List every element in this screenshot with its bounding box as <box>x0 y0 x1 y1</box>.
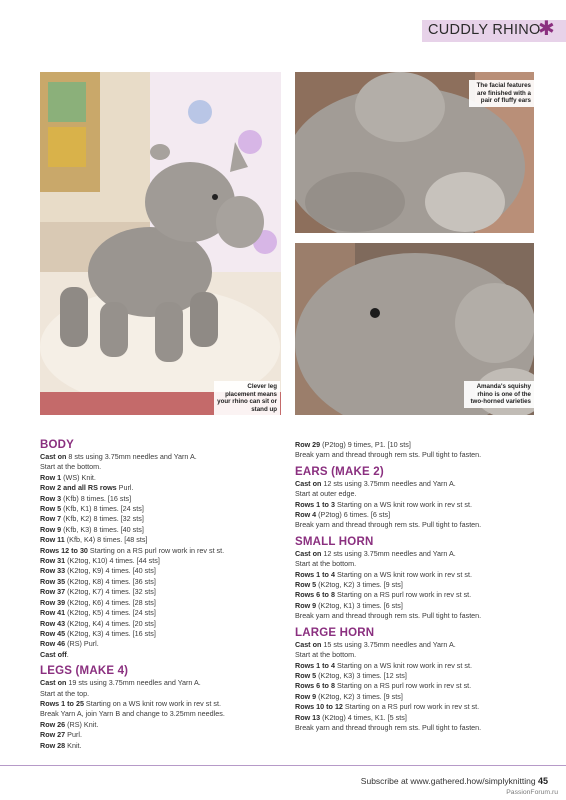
row-instruction: (K2tog, K3) 3 times. [12 sts] <box>316 670 407 680</box>
row-label: Cast on <box>295 478 322 488</box>
row-instruction: 19 sts using 3.75mm needles and Yarn A. <box>66 678 201 688</box>
row-instruction: (K2tog, K5) 4 times. [24 sts] <box>65 608 156 618</box>
row-label: Row 29 <box>295 440 321 449</box>
pattern-row <box>40 619 285 629</box>
row-label: Row 9 <box>295 600 317 610</box>
row-instruction: (K2tog, K6) 4 times. [28 sts] <box>65 597 156 607</box>
section-heading: LEGS (MAKE 4) <box>40 665 129 678</box>
row-instruction: (WS) Knit. <box>61 472 96 482</box>
section-heading: LARGE HORN <box>295 626 375 639</box>
row-label: Rows 1 to 4 <box>295 569 335 579</box>
row-instruction: (Kfb, K1) 8 times. [24 sts] <box>61 504 144 514</box>
pattern-row <box>295 489 545 499</box>
pattern-row <box>40 504 285 514</box>
row-label: Cast off <box>40 649 67 659</box>
row-instruction: (P2tog) 6 times. [6 sts] <box>316 510 391 520</box>
row-instruction: (K2tog, K2) 3 times. [9 sts] <box>316 691 403 701</box>
pattern-row <box>40 535 285 545</box>
row-label: Row 27 <box>40 730 66 740</box>
pattern-row <box>295 590 545 600</box>
section-heading: SMALL HORN <box>295 535 374 548</box>
pattern-row <box>40 699 285 709</box>
row-label: Row 39 <box>40 597 66 607</box>
row-label: Row 3 <box>40 493 62 503</box>
photo-caption-bottom: Amanda's squishy rhino is one of the two-horned varieties <box>464 381 534 408</box>
row-instruction: Starting on a WS knit row work in rev st st. <box>334 569 472 579</box>
row-label: Row 5 <box>295 670 317 680</box>
pattern-row <box>295 479 545 489</box>
row-label: Row 26 <box>40 719 66 729</box>
pattern-row <box>40 494 285 504</box>
row-instruction: (K2tog, K1) 3 times. [6 sts] <box>316 600 403 610</box>
pattern-row <box>295 611 545 621</box>
row-label: Cast on <box>40 678 67 688</box>
row-instruction: (RS) Knit. <box>65 719 99 729</box>
pattern-row <box>40 483 285 493</box>
row-label: Row 11 <box>40 535 65 545</box>
row-instruction: . <box>66 649 69 659</box>
row-instruction: Start at the bottom. <box>40 462 102 472</box>
row-instruction: Start at outer edge. <box>295 489 357 499</box>
row-instruction: Purl. <box>116 483 134 493</box>
row-label: Row 4 <box>295 510 317 520</box>
pattern-row <box>40 598 285 608</box>
row-label: Row 37 <box>40 587 66 597</box>
subscribe-link[interactable]: Subscribe at www.gathered.how/simplyknitting <box>360 776 536 786</box>
pattern-row <box>40 608 285 618</box>
row-label: Row 45 <box>40 628 66 638</box>
pattern-row <box>295 570 545 580</box>
pattern-row <box>40 689 285 699</box>
row-label: Row 1 <box>40 472 62 482</box>
row-instruction: (RS) Purl. <box>65 639 99 649</box>
pattern-row <box>40 650 285 660</box>
pattern-right-column <box>295 440 545 733</box>
row-instruction: (Kfb) 8 times. [16 sts] <box>61 493 132 503</box>
row-label: Rows 6 to 8 <box>295 590 335 600</box>
row-instruction: 15 sts using 3.75mm needles and Yarn A. <box>321 639 456 649</box>
row-instruction: (K2tog, K2) 3 times. [9 sts] <box>316 580 403 590</box>
section-heading: BODY <box>40 439 75 451</box>
photo-caption-top: The facial features are finished with a pair of fluffy ears <box>469 80 534 107</box>
row-instruction: Break yarn and thread through rem sts. Pull tight to fasten. <box>295 611 482 621</box>
pattern-row <box>40 577 285 587</box>
row-instruction: (Kfb, K2) 8 times. [32 sts] <box>61 514 144 524</box>
row-instruction: (K2tog, K10) 4 times. [44 sts] <box>65 556 160 566</box>
pattern-row <box>40 452 285 462</box>
pattern-row <box>40 678 285 688</box>
row-instruction: Break yarn and thread through rem sts. Pull tight to fasten. <box>295 520 482 530</box>
row-instruction: Starting on a RS purl row work in rev st st. <box>334 681 472 691</box>
pattern-row <box>295 713 545 723</box>
pattern-row <box>295 661 545 671</box>
row-instruction: Starting on a RS purl row work in rev st st. <box>342 702 480 712</box>
row-instruction: 12 sts using 3.75mm needles and Yarn A. <box>321 548 456 558</box>
pattern-row <box>295 692 545 702</box>
row-instruction: Starting on a WS knit row work in rev st st. <box>334 660 472 670</box>
row-label: Rows 10 to 12 <box>295 702 343 712</box>
row-instruction: Starting on a RS purl row work in rev st st. <box>87 545 225 555</box>
row-instruction: Break Yarn A, join Yarn B and change to 3.25mm needles. <box>40 709 225 719</box>
row-instruction: (K2tog, K4) 4 times. [20 sts] <box>65 618 156 628</box>
pattern-row <box>40 730 285 740</box>
row-label: Rows 1 to 25 <box>40 698 84 708</box>
footer-divider <box>0 765 566 766</box>
pattern-row <box>40 556 285 566</box>
pattern-left-column <box>40 438 285 751</box>
pattern-row <box>40 473 285 483</box>
row-instruction: (K2tog, K7) 4 times. [32 sts] <box>65 587 156 597</box>
row-label: Row 31 <box>40 556 66 566</box>
row-label: Row 2 and all RS rows <box>40 483 117 493</box>
row-instruction: Starting on a RS purl row work in rev st st. <box>334 590 472 600</box>
pattern-row <box>295 559 545 569</box>
pattern-row <box>295 500 545 510</box>
row-instruction: 8 sts using 3.75mm needles and Yarn A. <box>66 452 197 461</box>
footer <box>361 776 548 786</box>
pattern-row <box>295 702 545 712</box>
knitted-rhino-photo <box>40 72 281 415</box>
row-label: Rows 1 to 3 <box>295 499 335 509</box>
row-instruction: 12 sts using 3.75mm needles and Yarn A. <box>321 478 456 488</box>
row-instruction: (K2tog, K9) 4 times. [40 sts] <box>65 566 156 576</box>
row-instruction: Start at the top. <box>40 688 90 698</box>
row-instruction: (K2tog) 4 times, K1. [5 sts] <box>320 712 407 722</box>
row-instruction: (P2tog) 9 times, P1. [10 sts] <box>320 440 411 449</box>
row-instruction: (K2tog, K8) 4 times. [36 sts] <box>65 576 156 586</box>
row-label: Row 28 <box>40 740 66 750</box>
row-label: Row 9 <box>295 691 317 701</box>
pattern-row <box>295 681 545 691</box>
row-label: Row 9 <box>40 524 62 534</box>
pattern-row <box>295 723 545 733</box>
row-instruction: Starting on a WS knit row work in rev st st. <box>83 698 221 708</box>
pattern-row <box>295 650 545 660</box>
row-label: Cast on <box>295 548 322 558</box>
row-label: Rows 12 to 30 <box>40 545 88 555</box>
row-label: Cast on <box>295 639 322 649</box>
pattern-row <box>295 549 545 559</box>
pattern-row <box>295 671 545 681</box>
row-instruction: (Kfb, K3) 8 times. [40 sts] <box>61 524 144 534</box>
pattern-row <box>295 520 545 530</box>
row-instruction: (K2tog, K3) 4 times. [16 sts] <box>65 628 156 638</box>
row-instruction: Start at the bottom. <box>295 650 357 660</box>
pattern-row <box>40 566 285 576</box>
pattern-row <box>295 510 545 520</box>
pattern-row <box>40 462 285 472</box>
row-label: Row 33 <box>40 566 66 576</box>
row-label: Row 7 <box>40 514 62 524</box>
row-label: Cast on <box>40 452 67 461</box>
pattern-row <box>295 640 545 650</box>
row-label: Rows 6 to 8 <box>295 681 335 691</box>
row-label: Row 35 <box>40 576 66 586</box>
row-label: Row 5 <box>40 504 62 514</box>
pattern-row <box>40 525 285 535</box>
row-instruction: Knit. <box>65 740 82 750</box>
pattern-row <box>295 440 545 450</box>
row-instruction: Starting on a WS knit row work in rev st st. <box>334 499 472 509</box>
row-label: Row 41 <box>40 608 66 618</box>
page-title: CUDDLY RHINO <box>428 22 541 38</box>
pattern-row <box>295 580 545 590</box>
row-label: Row 43 <box>40 618 66 628</box>
photo-caption-main: Clever leg placement means your rhino can sit or stand up <box>214 381 280 415</box>
pattern-row <box>40 720 285 730</box>
section-heading: EARS (MAKE 2) <box>295 465 384 478</box>
pattern-row <box>295 601 545 611</box>
row-instruction: Purl. <box>65 730 82 740</box>
row-instruction: Break yarn and thread through rem sts. Pull tight to fasten. <box>295 722 482 732</box>
row-label: Row 13 <box>295 712 321 722</box>
row-instruction: Break yarn and thread through rem sts. Pull tight to fasten. <box>295 450 482 460</box>
row-label: Rows 1 to 4 <box>295 660 335 670</box>
pattern-row <box>40 629 285 639</box>
row-label: Row 46 <box>40 639 66 649</box>
pattern-row <box>40 639 285 649</box>
row-instruction: (Kfb, K4) 8 times. [48 sts] <box>64 535 148 545</box>
asterisk-star-icon: ✱ <box>538 18 555 40</box>
pattern-row <box>40 514 285 524</box>
pattern-row <box>40 709 285 719</box>
pattern-row <box>295 450 545 460</box>
row-instruction: Start at the bottom. <box>295 559 357 569</box>
watermark: PassionForum.ru <box>506 789 558 796</box>
pattern-row <box>40 546 285 556</box>
page-number: 45 <box>537 776 548 786</box>
pattern-row <box>40 741 285 751</box>
pattern-row <box>40 587 285 597</box>
row-label: Row 5 <box>295 580 317 590</box>
